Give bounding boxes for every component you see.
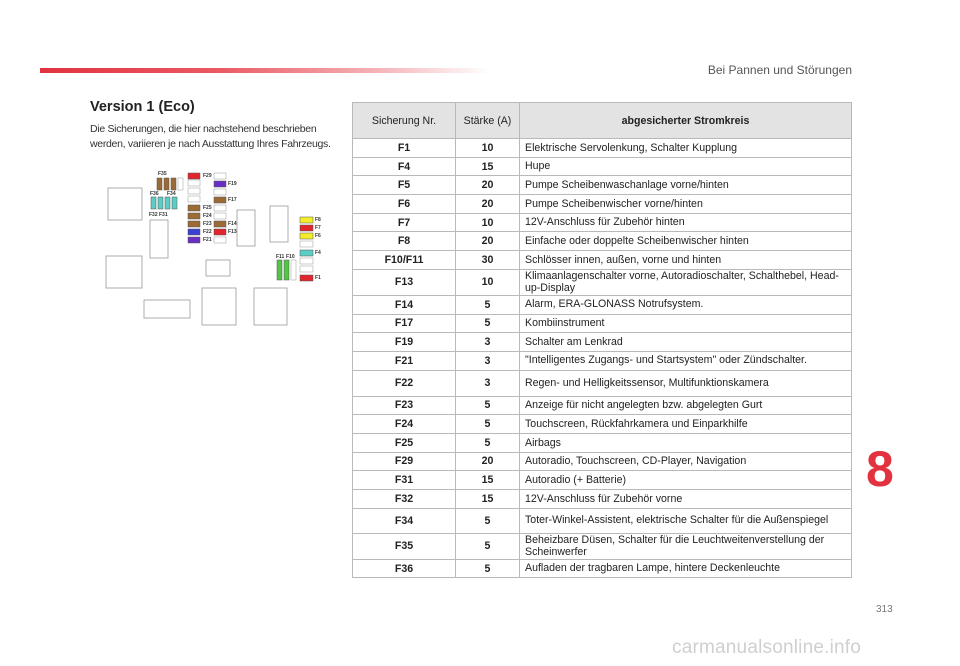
- rating-cell: 10: [456, 269, 520, 295]
- table-row: [353, 139, 852, 158]
- fuse-slot: [300, 258, 313, 264]
- header-fuse-number: Sicherung Nr.: [353, 103, 456, 139]
- intro-text: Die Sicherungen, die hier nachstehend beschrieben werden, variieren je nach Ausstattung Ihres Fahrzeugs.: [90, 123, 331, 150]
- relay-block: [237, 210, 255, 246]
- relay-block: [202, 288, 236, 325]
- circuit-cell: Schalter am Lenkrad: [520, 333, 852, 352]
- fuse-number-cell: F1: [353, 139, 456, 158]
- circuit-cell: 12V-Anschluss für Zubehör hinten: [520, 213, 852, 232]
- fuse-slot: [188, 188, 200, 194]
- fuse-box-diagram: [100, 168, 336, 330]
- fuse-slot: [291, 260, 296, 280]
- rating-cell: 3: [456, 333, 520, 352]
- label-F14: F14: [228, 221, 237, 227]
- fuse-number-cell: F36: [353, 559, 456, 578]
- fuse-slot: [188, 196, 200, 202]
- rating-cell: 5: [456, 415, 520, 434]
- label-F21: F21: [203, 237, 212, 243]
- fuse-slot: [214, 189, 226, 195]
- label-F24: F24: [203, 213, 212, 219]
- fuse-number-cell: F7: [353, 213, 456, 232]
- label-F6: F6: [315, 233, 321, 239]
- rating-cell: 15: [456, 490, 520, 509]
- label-F35: F35: [158, 171, 167, 177]
- fuse-F34b: [171, 178, 176, 190]
- fuse-number-cell: F17: [353, 314, 456, 333]
- circuit-cell: Anzeige für nicht angelegten bzw. abgelegten Gurt: [520, 396, 852, 415]
- label-F8: F8: [315, 217, 321, 223]
- table-row: [353, 295, 852, 314]
- table-row: [353, 314, 852, 333]
- fuse-number-cell: F4: [353, 157, 456, 176]
- fuse-slot: [214, 213, 226, 219]
- rating-cell: 20: [456, 232, 520, 251]
- relay-block: [150, 220, 168, 258]
- fuse-F21: [188, 237, 200, 243]
- rating-cell: 20: [456, 195, 520, 214]
- circuit-cell: Autoradio (+ Batterie): [520, 471, 852, 490]
- relay-block: [108, 188, 142, 220]
- fuse-F10: [284, 260, 289, 280]
- fuse-number-cell: F25: [353, 433, 456, 452]
- relay-block: [270, 206, 288, 242]
- fuse-number-cell: F13: [353, 269, 456, 295]
- fuse-F36: [151, 197, 156, 209]
- label-F23: F23: [203, 221, 212, 227]
- header-rating: Stärke (A): [456, 103, 520, 139]
- fuse-F25: [188, 205, 200, 211]
- fuse-F11: [277, 260, 282, 280]
- fuse-number-cell: F8: [353, 232, 456, 251]
- rating-cell: 30: [456, 251, 520, 270]
- rating-cell: 3: [456, 370, 520, 396]
- fuse-F35: [157, 178, 162, 190]
- label-F7: F7: [315, 225, 321, 231]
- fuse-F24: [188, 213, 200, 219]
- rating-cell: 3: [456, 351, 520, 370]
- label-F13: F13: [228, 229, 237, 235]
- table-row: [353, 559, 852, 578]
- table-row: [353, 433, 852, 452]
- fuse-number-cell: F19: [353, 333, 456, 352]
- label-F34: F34: [167, 191, 176, 197]
- label-F10: F10: [286, 254, 295, 260]
- fuse-number-cell: F34: [353, 508, 456, 533]
- table-row: [353, 157, 852, 176]
- section-title: Bei Pannen und Störungen: [707, 63, 852, 77]
- rating-cell: 5: [456, 533, 520, 559]
- fuse-F29: [188, 173, 200, 179]
- circuit-cell: Einfache oder doppelte Scheibenwischer hinten: [520, 232, 852, 251]
- chapter-number: 8: [866, 441, 894, 497]
- label-F19: F19: [228, 181, 237, 187]
- label-F29: F29: [203, 173, 212, 179]
- table-row: [353, 176, 852, 195]
- fuse-slot: [214, 237, 226, 243]
- label-F4: F4: [315, 250, 321, 256]
- label-F25: F25: [203, 205, 212, 211]
- fuse-F23: [188, 221, 200, 227]
- fuse-number-cell: F21: [353, 351, 456, 370]
- rating-cell: 10: [456, 139, 520, 158]
- rating-cell: 15: [456, 471, 520, 490]
- relay-block: [144, 300, 190, 318]
- circuit-cell: Toter-Winkel-Assistent, elektrische Schalter für die Außenspiegel: [520, 508, 852, 533]
- fuse-table: [352, 102, 852, 578]
- label-F1: F1: [315, 275, 321, 281]
- circuit-cell: 12V-Anschluss für Zubehör vorne: [520, 490, 852, 509]
- fuse-slot: [300, 266, 313, 272]
- fuse-F32: [158, 197, 163, 209]
- fuse-F31: [165, 197, 170, 209]
- relay-block: [254, 288, 287, 325]
- fuse-F13: [214, 229, 226, 235]
- rating-cell: 5: [456, 396, 520, 415]
- page-title: Version 1 (Eco): [90, 99, 195, 115]
- rating-cell: 5: [456, 559, 520, 578]
- fuse-F6: [300, 233, 313, 239]
- label-F22: F22: [203, 229, 212, 235]
- fuse-slot: [178, 178, 183, 190]
- table-row: [353, 195, 852, 214]
- fuse-F7: [300, 225, 313, 231]
- circuit-cell: "Intelligentes Zugangs- und Startsystem" oder Zündschalter.: [520, 351, 852, 370]
- header-accent-bar: [40, 68, 490, 73]
- rating-cell: 20: [456, 452, 520, 471]
- table-row: [353, 452, 852, 471]
- table-row: [353, 269, 852, 295]
- fuse-F14: [214, 221, 226, 227]
- fuse-number-cell: F22: [353, 370, 456, 396]
- watermark: carmanualsonline.info: [672, 637, 862, 658]
- fuse-number-cell: F32: [353, 490, 456, 509]
- table-row: [353, 490, 852, 509]
- rating-cell: 5: [456, 433, 520, 452]
- table-row: [353, 508, 852, 533]
- fuse-number-cell: F31: [353, 471, 456, 490]
- rating-cell: 15: [456, 157, 520, 176]
- circuit-cell: Elektrische Servolenkung, Schalter Kupplung: [520, 139, 852, 158]
- table-header-row: [353, 103, 852, 139]
- fuse-number-cell: F5: [353, 176, 456, 195]
- label-F36: F36: [150, 191, 159, 197]
- fuse-slot: [188, 180, 200, 186]
- circuit-cell: Autoradio, Touchscreen, CD-Player, Navigation: [520, 452, 852, 471]
- table-row: [353, 351, 852, 370]
- circuit-cell: Aufladen der tragbaren Lampe, hintere Deckenleuchte: [520, 559, 852, 578]
- table-row: [353, 232, 852, 251]
- circuit-cell: Beheizbare Düsen, Schalter für die Leuchtweitenverstellung der Scheinwerfer: [520, 533, 852, 559]
- relay-block: [206, 260, 230, 276]
- circuit-cell: Touchscreen, Rückfahrkamera und Einparkhilfe: [520, 415, 852, 434]
- circuit-cell: Klimaanlagenschalter vorne, Autoradioschalter, Schalthebel, Head-up-Display: [520, 269, 852, 295]
- label-F11: F11: [276, 254, 285, 260]
- circuit-cell: Hupe: [520, 157, 852, 176]
- rating-cell: 5: [456, 508, 520, 533]
- circuit-cell: Kombiinstrument: [520, 314, 852, 333]
- table-row: [353, 333, 852, 352]
- fuse-F35b: [164, 178, 169, 190]
- fuse-number-cell: F23: [353, 396, 456, 415]
- table-row: [353, 533, 852, 559]
- fuse-number-cell: F10/F11: [353, 251, 456, 270]
- circuit-cell: Alarm, ERA-GLONASS Notrufsystem.: [520, 295, 852, 314]
- header-circuit: abgesicherter Stromkreis: [520, 103, 852, 139]
- fuse-slot: [214, 205, 226, 211]
- table-row: [353, 251, 852, 270]
- fuse-F34: [172, 197, 177, 209]
- fuse-F8: [300, 217, 313, 223]
- fuse-number-cell: F35: [353, 533, 456, 559]
- table-row: [353, 415, 852, 434]
- rating-cell: 5: [456, 295, 520, 314]
- table-row: [353, 370, 852, 396]
- fuse-number-cell: F24: [353, 415, 456, 434]
- table-row: [353, 471, 852, 490]
- label-F32: F32: [149, 212, 158, 218]
- fuse-F4: [300, 250, 313, 256]
- circuit-cell: Pumpe Scheibenwaschanlage vorne/hinten: [520, 176, 852, 195]
- table-row: [353, 396, 852, 415]
- fuse-number-cell: F6: [353, 195, 456, 214]
- circuit-cell: Airbags: [520, 433, 852, 452]
- fuse-number-cell: F14: [353, 295, 456, 314]
- fuse-F22: [188, 229, 200, 235]
- fuse-F19: [214, 181, 226, 187]
- fuse-number-cell: F29: [353, 452, 456, 471]
- circuit-cell: Schlösser innen, außen, vorne und hinten: [520, 251, 852, 270]
- table-row: [353, 213, 852, 232]
- fuse-F17: [214, 197, 226, 203]
- fuse-slot: [214, 173, 226, 179]
- page-number: 313: [876, 604, 893, 615]
- fuse-F1: [300, 275, 313, 281]
- label-F17: F17: [228, 197, 237, 203]
- circuit-cell: Pumpe Scheibenwischer vorne/hinten: [520, 195, 852, 214]
- rating-cell: 20: [456, 176, 520, 195]
- rating-cell: 10: [456, 213, 520, 232]
- circuit-cell: Regen- und Helligkeitssensor, Multifunktionskamera: [520, 370, 852, 396]
- relay-block: [106, 256, 142, 288]
- label-F31: F31: [159, 212, 168, 218]
- rating-cell: 5: [456, 314, 520, 333]
- fuse-slot: [300, 241, 313, 247]
